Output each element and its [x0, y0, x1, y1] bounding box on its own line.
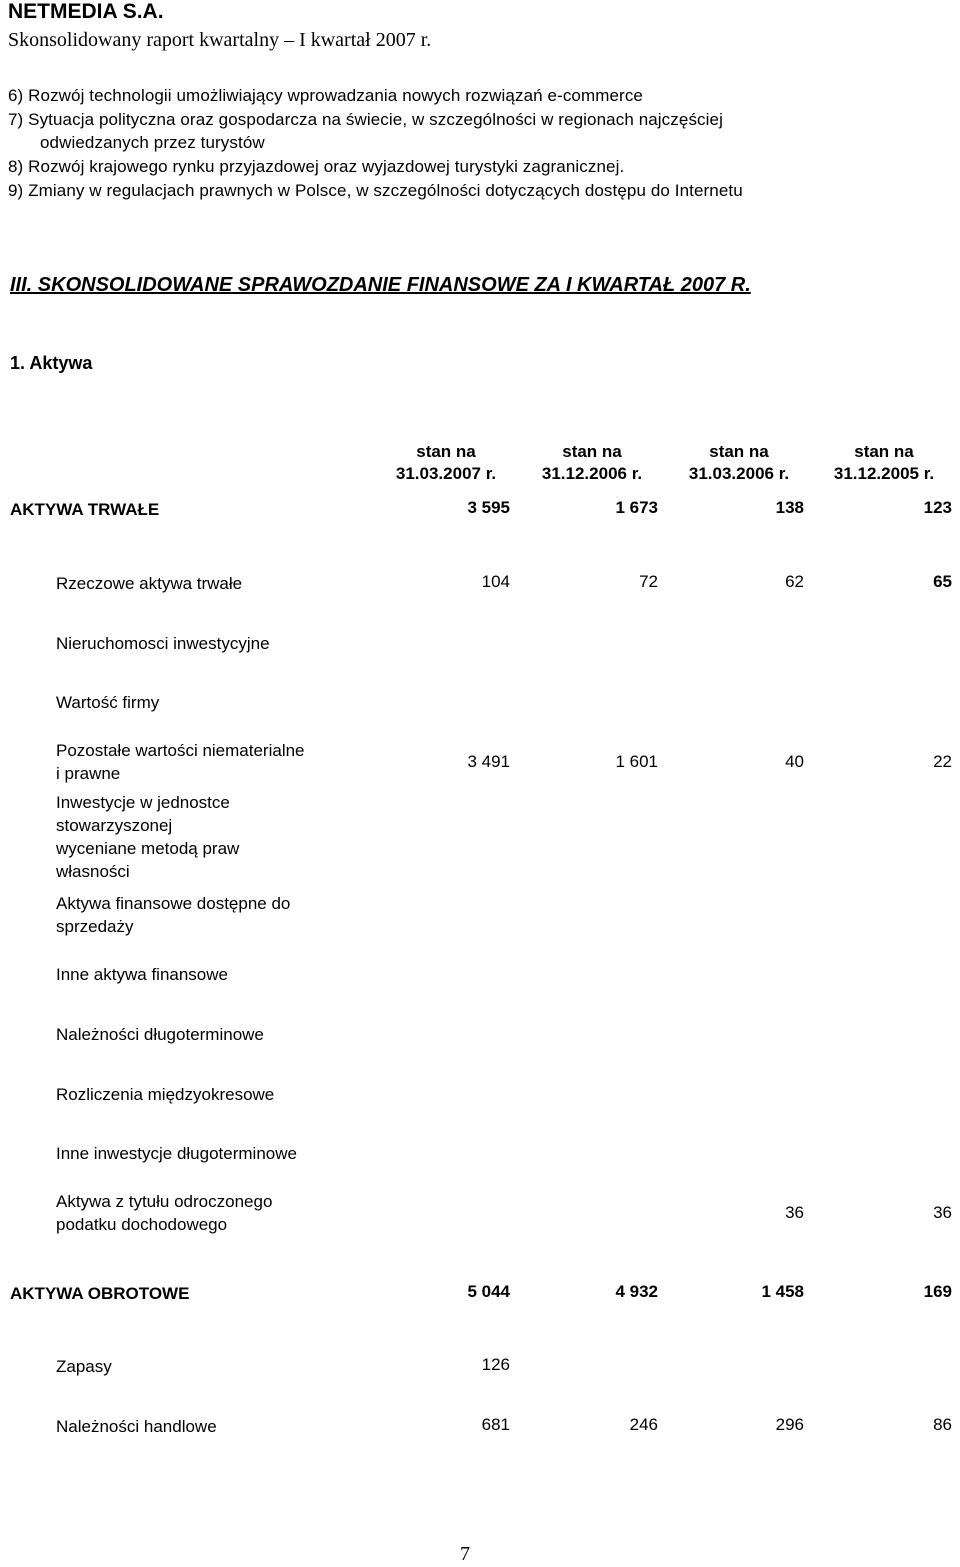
- table-row-label: Inne aktywa finansowe: [56, 965, 228, 984]
- table-cell: 681: [481, 1415, 510, 1434]
- table-row-label: Inne inwestycje długoterminowe: [56, 1144, 297, 1163]
- table-row-label: Rzeczowe aktywa trwałe: [56, 574, 243, 593]
- factor-item: 7) Sytuacja polityczna oraz gospodarcza na świecie, w szczególności w regionach najczęściej: [8, 110, 723, 129]
- assets-subheading: 1. Aktywa: [10, 353, 93, 373]
- table-cell: 5 044: [467, 1282, 510, 1301]
- table-cell: 1 673: [615, 498, 658, 517]
- table-cell: 65: [933, 572, 952, 591]
- column-header-line1: stan na: [562, 442, 622, 461]
- table-cell: 138: [775, 498, 804, 517]
- report-subtitle: Skonsolidowany raport kwartalny – I kwartał 2007 r.: [8, 29, 432, 51]
- table-cell: 22: [933, 752, 952, 771]
- table-row-label: Wartość firmy: [56, 693, 160, 712]
- column-header: [674, 441, 804, 485]
- factor-item: 9) Zmiany w regulacjach prawnych w Polsce, w szczególności dotyczących dostępu do Internetu: [8, 181, 743, 200]
- column-header-date: 31.12.2005 r.: [833, 464, 935, 483]
- table-cell: 104: [481, 572, 510, 591]
- table-cell: 4 932: [615, 1282, 658, 1301]
- table-cell: 36: [785, 1203, 804, 1222]
- table-cell: 86: [933, 1415, 952, 1434]
- table-cell: 1 601: [615, 752, 658, 771]
- column-header-line1: stan na: [416, 442, 476, 461]
- table-cell: 123: [923, 498, 952, 517]
- column-header-date: 31.12.2006 r.: [541, 464, 643, 483]
- table-row-label: AKTYWA TRWAŁE: [10, 500, 160, 519]
- table-row-label: Rozliczenia międzyokresowe: [56, 1085, 275, 1104]
- table-cell: 62: [785, 572, 804, 591]
- page-number: 7: [460, 1543, 470, 1565]
- table-row-label: Należności długoterminowe: [56, 1025, 264, 1044]
- table-row-label: Nieruchomosci inwestycyjne: [56, 634, 270, 653]
- table-row-label: Inwestycje w jednostce stowarzyszonej wyceniane metodą praw własności: [56, 793, 240, 881]
- table-row-label: Pozostałe wartości niematerialne i prawne: [56, 741, 305, 783]
- factor-item: 6) Rozwój technologii umożliwiający wprowadzania nowych rozwiązań e-commerce: [8, 86, 643, 105]
- company-name: NETMEDIA S.A.: [8, 0, 164, 23]
- table-cell: 72: [639, 572, 658, 591]
- table-cell: 1 458: [761, 1282, 804, 1301]
- table-row-label: Aktywa finansowe dostępne do sprzedaży: [56, 894, 291, 936]
- column-header-date: 31.03.2007 r.: [395, 464, 497, 483]
- column-header-line1: stan na: [709, 442, 769, 461]
- section-title: III. SKONSOLIDOWANE SPRAWOZDANIE FINANSOWE ZA I KWARTAŁ 2007 R.: [10, 274, 751, 296]
- table-row-label: Aktywa z tytułu odroczonego podatku dochodowego: [56, 1192, 273, 1234]
- factor-item-continuation: odwiedzanych przez turystów: [40, 133, 265, 152]
- column-header-line1: stan na: [854, 442, 914, 461]
- table-cell: 3 595: [467, 498, 510, 517]
- table-cell: 296: [775, 1415, 804, 1434]
- column-header: [819, 441, 949, 485]
- table-cell: 169: [923, 1282, 952, 1301]
- table-cell: 246: [629, 1415, 658, 1434]
- table-cell: 40: [785, 752, 804, 771]
- column-header: [381, 441, 511, 485]
- table-row-label: AKTYWA OBROTOWE: [10, 1284, 190, 1303]
- factor-item: 8) Rozwój krajowego rynku przyjazdowej oraz wyjazdowej turystyki zagranicznej.: [8, 157, 625, 176]
- table-row-label: Należności handlowe: [56, 1417, 217, 1436]
- table-cell: 126: [481, 1355, 510, 1374]
- table-row-label: Zapasy: [56, 1357, 112, 1376]
- table-cell: 3 491: [467, 752, 510, 771]
- column-header: [527, 441, 657, 485]
- table-cell: 36: [933, 1203, 952, 1222]
- column-header-date: 31.03.2006 r.: [688, 464, 790, 483]
